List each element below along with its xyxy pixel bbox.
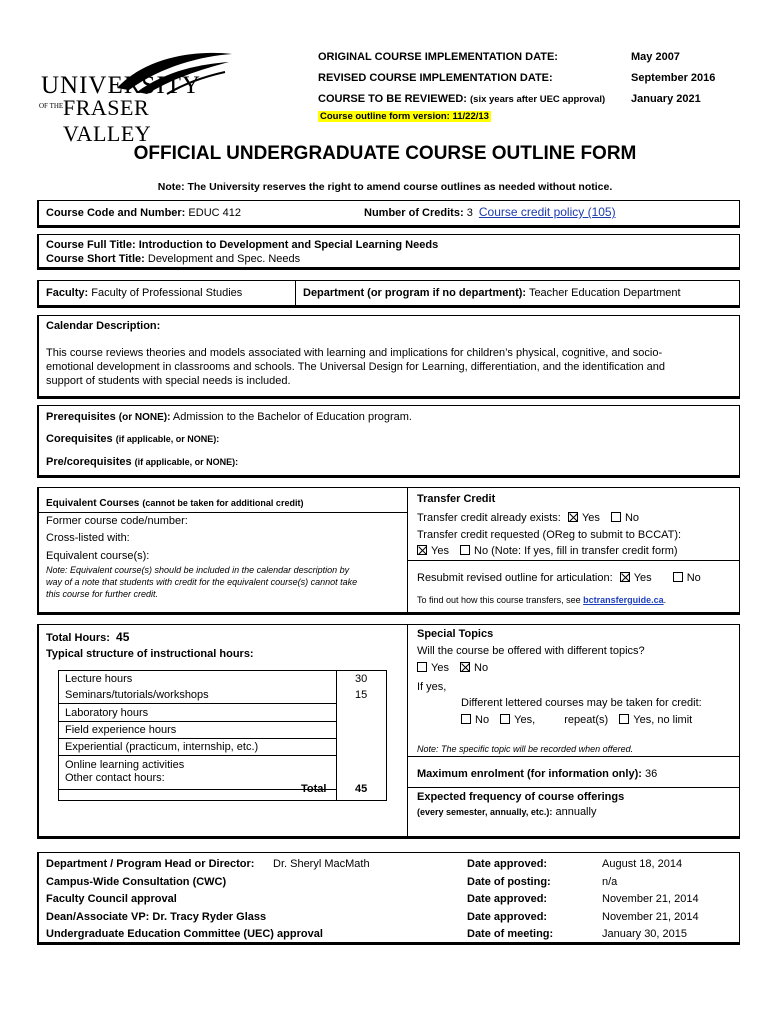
department xyxy=(303,287,681,299)
original-date-value: May 2007 xyxy=(631,51,680,63)
special-repeat-options xyxy=(461,714,692,726)
transfer-find-end: . xyxy=(663,595,667,605)
equivalent-divider xyxy=(407,488,408,613)
faculty-divider xyxy=(295,281,296,306)
transfer-requested-options xyxy=(417,545,678,557)
typical-structure-label: Typical structure of instructional hours: xyxy=(46,648,254,660)
hours-rule-3 xyxy=(59,738,336,739)
full-title-value: Introduction to Development and Special Learning Needs xyxy=(138,239,439,251)
equivalent-note-3: this course for further credit. xyxy=(46,589,159,599)
transfer-exists-no: No xyxy=(624,512,640,524)
prerequisites-section xyxy=(37,405,740,478)
transfer-rule xyxy=(407,560,740,561)
special-topics-label: Special Topics xyxy=(417,628,494,640)
transfer-exists-label: Transfer credit already exists: xyxy=(417,512,561,524)
approval-date-label: Date approved: xyxy=(467,858,548,870)
approval-date: January 30, 2015 xyxy=(602,928,688,940)
transfer-find-text: To find out how this course transfers, see xyxy=(417,595,581,605)
frequency-label: Expected frequency of course offerings xyxy=(417,791,625,803)
approval-date: November 21, 2014 xyxy=(602,893,699,905)
calendar-line-1: This course reviews theories and models associated with learning and implications for children’s physical, cognitive, and socio- xyxy=(46,347,663,359)
short-title xyxy=(46,253,300,265)
original-date-label: ORIGINAL COURSE IMPLEMENTATION DATE: xyxy=(318,51,558,63)
calendar-line-3: support of students with special needs is included. xyxy=(46,375,291,387)
transfer-requested-yes-checkbox[interactable] xyxy=(417,545,427,555)
total-hours xyxy=(46,630,129,644)
approval-date-label: Date approved: xyxy=(467,893,548,905)
form-version-text: Course outline form version: 11/22/13 xyxy=(320,111,489,122)
review-date-note: (six years after UEC approval) xyxy=(470,94,606,105)
logo-fraser-valley-text: FRASER VALLEY xyxy=(63,95,152,146)
hours-table xyxy=(58,670,387,801)
hours-rule-5 xyxy=(59,789,336,790)
resubmit-no-checkbox[interactable] xyxy=(673,572,683,582)
approval-label: Undergraduate Education Committee (UEC) approval xyxy=(46,928,323,940)
equivalent-transfer-section xyxy=(37,487,740,615)
pre-corequisites-label: Pre/corequisites xyxy=(46,456,132,468)
department-value: Teacher Education Department xyxy=(528,287,681,299)
resubmit-no: No xyxy=(686,572,701,584)
credits-value: 3 xyxy=(466,207,473,219)
special-if-yes: If yes, xyxy=(417,681,447,693)
repeat-no-limit-checkbox[interactable] xyxy=(619,714,629,724)
equivalent-rule xyxy=(39,512,407,513)
corequisites xyxy=(46,433,219,445)
faculty-value: Faculty of Professional Studies xyxy=(91,287,243,299)
max-enrolment xyxy=(417,768,657,780)
review-date-value: January 2021 xyxy=(631,93,701,105)
transfer-credit-label: Transfer Credit xyxy=(417,493,496,505)
equivalent-courses xyxy=(46,497,303,509)
resubmit-yes-checkbox[interactable] xyxy=(620,572,630,582)
special-no: No xyxy=(474,662,489,674)
transfer-requested-no-checkbox[interactable] xyxy=(460,545,470,555)
resubmit-label: Resubmit revised outline for articulation: xyxy=(417,572,613,584)
enrolment-rule xyxy=(407,787,740,788)
hours-row-label: Seminars/tutorials/workshops xyxy=(65,689,209,701)
department-label: Department (or program if no department): xyxy=(303,287,527,299)
calendar-section xyxy=(37,315,740,399)
transfer-requested-no: No (Note: If yes, fill in transfer credit form) xyxy=(474,545,678,557)
total-hours-label: Total Hours: xyxy=(46,632,110,644)
full-title xyxy=(46,239,438,251)
hours-rule-1 xyxy=(59,703,336,704)
repeat-no: No xyxy=(475,714,490,726)
hours-table-divider xyxy=(336,671,337,800)
credit-policy-link[interactable]: Course credit policy (105) xyxy=(478,205,616,219)
revised-date-value: September 2016 xyxy=(631,72,716,84)
hours-rule-2 xyxy=(59,721,336,722)
review-date-row xyxy=(318,93,605,105)
bctransferguide-link[interactable]: bctransferguide.ca xyxy=(583,595,664,605)
transfer-exists-yes-checkbox[interactable] xyxy=(568,512,578,522)
frequency xyxy=(417,806,596,818)
short-title-label: Course Short Title: xyxy=(46,253,145,265)
equivalent-label: Equivalent Courses xyxy=(46,498,140,509)
repeat-yes-checkbox[interactable] xyxy=(500,714,510,724)
frequency-value: annually xyxy=(555,806,597,818)
pre-corequisites-paren: (if applicable, or NONE): xyxy=(134,457,239,467)
pre-corequisites xyxy=(46,456,238,468)
prerequisites-value: Admission to the Bachelor of Education program. xyxy=(172,411,412,423)
resubmit xyxy=(417,572,701,584)
hours-divider xyxy=(407,625,408,837)
former-course: Former course code/number: xyxy=(46,515,188,527)
hours-total-value: 45 xyxy=(355,783,368,795)
special-no-checkbox[interactable] xyxy=(460,662,470,672)
logo-university-text: UNIVERSITY xyxy=(41,72,201,99)
hours-row-label: Field experience hours xyxy=(65,724,177,736)
short-title-value: Development and Spec. Needs xyxy=(147,253,301,265)
faculty-section xyxy=(37,280,740,308)
prerequisites-paren: (or NONE): xyxy=(118,412,171,423)
transfer-find xyxy=(417,595,666,605)
approval-label: Faculty Council approval xyxy=(46,893,177,905)
approval-date: November 21, 2014 xyxy=(602,910,699,923)
transfer-exists xyxy=(417,512,639,524)
max-enrolment-label: Maximum enrolment (for information only): xyxy=(417,768,642,780)
course-code-label: Course Code and Number: xyxy=(46,207,186,219)
approval-date-label: Date approved: xyxy=(467,910,548,923)
university-logo xyxy=(37,48,237,146)
revised-date-label: REVISED COURSE IMPLEMENTATION DATE: xyxy=(318,72,553,84)
faculty-label: Faculty: xyxy=(46,287,89,299)
hours-row-value: 30 xyxy=(355,673,368,685)
special-rule xyxy=(407,756,740,757)
hours-row-label: Laboratory hours xyxy=(65,707,149,719)
credits-label: Number of Credits: xyxy=(364,207,464,219)
max-enrolment-value: 36 xyxy=(644,768,658,780)
review-date-label: COURSE TO BE REVIEWED: xyxy=(318,93,467,105)
calendar-line-2: emotional development in classrooms and schools. The Universal Design for Learning, differentiation, and the identification and xyxy=(46,361,666,373)
special-note: Note: The specific topic will be recorded when offered. xyxy=(417,744,634,754)
special-topics-question: Will the course be offered with different topics? xyxy=(417,645,645,657)
total-hours-value: 45 xyxy=(116,630,130,644)
equivalent-note-1: Note: Equivalent course(s) should be included in the calendar description by xyxy=(46,565,350,575)
cross-listed: Cross-listed with: xyxy=(46,532,130,544)
approvals-section xyxy=(37,852,740,945)
hours-row-label: Experiential (practicum, internship, etc.) xyxy=(65,741,259,753)
hours-row-label: Lecture hours xyxy=(65,673,133,685)
course-code-value: EDUC 412 xyxy=(188,207,241,219)
equivalent-note-2: way of a note that students with credit for the equivalent course(s) cannot take xyxy=(46,577,358,587)
resubmit-yes: Yes xyxy=(633,572,652,584)
logo-of-the-text: OF THE xyxy=(39,102,64,110)
repeat-no-limit: Yes, no limit xyxy=(633,714,693,726)
approval-date: August 18, 2014 xyxy=(602,858,683,870)
repeat-no-checkbox[interactable] xyxy=(461,714,471,724)
prerequisites-label: Prerequisites xyxy=(46,411,116,423)
special-lettered: Different lettered courses may be taken for credit: xyxy=(461,697,702,709)
special-yes-checkbox[interactable] xyxy=(417,662,427,672)
course-code-section xyxy=(37,200,740,228)
credits xyxy=(364,205,616,219)
faculty xyxy=(46,287,242,299)
hours-row-value: 15 xyxy=(355,689,368,701)
repeat-yes: Yes, xyxy=(514,714,536,726)
approval-date: n/a xyxy=(602,875,618,888)
corequisites-label: Corequisites xyxy=(46,433,113,445)
equivalent-paren: (cannot be taken for additional credit) xyxy=(142,498,304,508)
special-yes: Yes xyxy=(431,662,449,674)
hours-row-label: Other contact hours: xyxy=(65,772,165,784)
frequency-paren: (every semester, annually, etc.): xyxy=(417,807,553,817)
approval-name: Dr. Sheryl MacMath xyxy=(273,858,370,870)
course-code xyxy=(46,207,241,219)
hours-total-label: Total xyxy=(301,783,327,795)
transfer-requested: Transfer credit requested (OReg to submit to BCCAT): xyxy=(417,529,682,541)
transfer-exists-yes: Yes xyxy=(581,512,600,524)
prerequisites xyxy=(46,411,412,423)
corequisites-paren: (if applicable, or NONE): xyxy=(115,434,220,444)
hours-rule-4 xyxy=(59,755,336,756)
page-title: OFFICIAL UNDERGRADUATE COURSE OUTLINE FORM xyxy=(133,143,637,164)
approval-date-label: Date of meeting: xyxy=(467,928,554,940)
approval-label: Department / Program Head or Director: xyxy=(46,858,255,870)
repeat-count: repeat(s) xyxy=(564,714,609,726)
approval-label: Campus-Wide Consultation (CWC) xyxy=(46,875,227,888)
form-version xyxy=(318,110,491,122)
approval-date-label: Date of posting: xyxy=(467,875,551,888)
special-topics-options xyxy=(417,662,488,674)
calendar-label: Calendar Description: xyxy=(46,320,161,332)
full-title-label: Course Full Title: xyxy=(46,239,136,251)
transfer-requested-yes: Yes xyxy=(431,545,449,557)
equivalent-courses-field: Equivalent course(s): xyxy=(46,550,150,562)
hours-topics-section xyxy=(37,624,740,839)
hours-row-label: Online learning activities xyxy=(65,759,185,771)
approval-label: Dean/Associate VP: Dr. Tracy Ryder Glass xyxy=(46,910,267,923)
course-title-section xyxy=(37,234,740,270)
transfer-exists-no-checkbox[interactable] xyxy=(611,512,621,522)
amend-note: Note: The University reserves the right to amend course outlines as needed without notice. xyxy=(157,181,613,193)
